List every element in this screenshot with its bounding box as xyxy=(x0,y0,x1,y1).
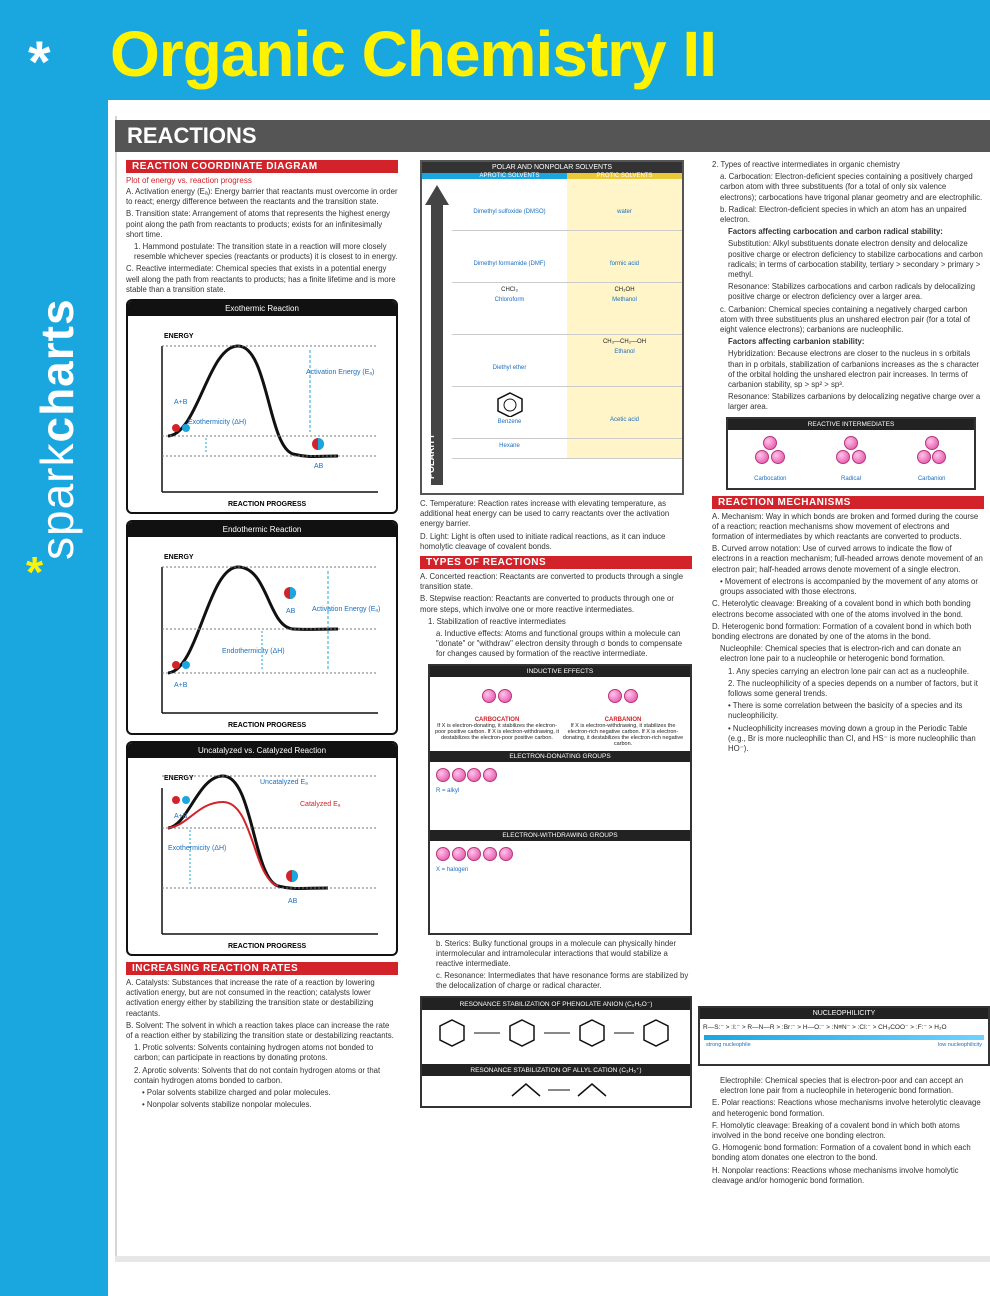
atom-a xyxy=(172,424,180,432)
resonance-1: Resonance: Stabilizes carbocations and carbon radicals by delocalizing positive charge or electron deficiency over a larger area. xyxy=(728,282,976,302)
types-b: B. Stepwise reaction: Reactants are converted to products through one or more steps, which involve one or more reactive intermediates. xyxy=(420,594,674,614)
nuc-strong-label: strong nucleophile xyxy=(706,1042,751,1048)
ri-carbanion: Carbanion xyxy=(891,436,972,482)
solvents-table xyxy=(420,160,684,495)
energy-curve xyxy=(168,346,338,457)
column-1 xyxy=(126,160,398,1112)
product-label: AB xyxy=(314,463,324,471)
types-heading: TYPES OF REACTIONS xyxy=(420,556,692,569)
ri-radical: Radical xyxy=(811,436,892,482)
ewg-body: X = halogen xyxy=(430,841,690,933)
rcd-b1: 1. Hammond postulate: The transition state in a reaction will more closely resemble whichever species (reactants or products) it is closest to in energy. xyxy=(134,242,398,262)
mech-c: C. Heterolytic cleavage: Breaking of a covalent bond in which both bonding electrons become associated with one of the atoms involved in the bond. xyxy=(712,599,971,619)
nuc-series: R—S:⁻ > :I:⁻ > R—N—R > :Br:⁻ > H—O:⁻ > :N≡N⁻ > :Cl:⁻ > CH₃COO⁻ > :F:⁻ > H₂O xyxy=(703,1024,947,1031)
temp-text: C. Temperature: Reaction rates increase with elevating temperature, as additional heat energy can be used to carry reactants over the activation energy barrier. xyxy=(420,499,670,529)
benzene-icon xyxy=(495,391,525,417)
polar-reactions: E. Polar reactions: Reactions whose mechanisms involve heterolytic cleavage and heterogenic bond formation. xyxy=(712,1098,981,1118)
nuc-weak-label: low nucleophilicity xyxy=(937,1042,982,1048)
x-axis-label: REACTION PROGRESS xyxy=(228,722,307,730)
int-2a: a. Carbocation: Electron-deficient species containing a positively charged carbon atom with three substituents (for a total of only six valence electrons); carbocations have trigonal planar geometry and are electrophilic. xyxy=(720,172,983,202)
inductive-heading: INDUCTIVE EFFECTS xyxy=(430,666,690,677)
enthalpy-label: Exothermicity (ΔH) xyxy=(168,845,227,853)
catalyzed-plot xyxy=(128,758,396,954)
activation-label: Activation Energy (Eₐ) xyxy=(306,369,375,377)
protic-formic: formic acid xyxy=(567,231,682,283)
activation-label: Activation Energy (Eₐ) xyxy=(312,606,381,614)
x-axis-label: REACTION PROGRESS xyxy=(228,943,307,951)
resonance-2: Resonance: Stabilizes carbanions by delocalizing negative charge over a larger area. xyxy=(728,392,981,412)
protic-water: water xyxy=(567,179,682,231)
section-title: REACTIONS xyxy=(115,120,990,152)
mech-a: A. Mechanism: Way in which bonds are broken and formed during the course of a reaction; reaction mechanisms show movement of electrons and formation of intermediates by which reactants are converted to products. xyxy=(712,511,979,542)
int-2: 2. Types of reactive intermediates in organic chemistry xyxy=(712,160,900,169)
int-2b: b. Radical: Electron-deficient species in which an atom has an unpaired electron. xyxy=(720,204,967,225)
protic-ethanol: CH₃—CH₂—OH Ethanol xyxy=(567,335,682,387)
energy-curve xyxy=(168,567,338,673)
endothermic-title: Endothermic Reaction xyxy=(128,522,396,537)
mech-heading: REACTION MECHANISMS xyxy=(712,496,984,509)
nucleophile-1: 1. Any species carrying an electron lone pair can act as a nucleophile. xyxy=(728,666,969,676)
nuc-heading: NUCLEOPHILICITY xyxy=(700,1008,988,1019)
aprotic-ether: Diethyl ether xyxy=(452,335,567,387)
energy-label: ENERGY xyxy=(164,333,194,341)
x-axis-label: REACTION PROGRESS xyxy=(228,501,307,509)
mech-d: D. Heterogenic bond formation: Formation of a covalent bond in which both bonding electrons are donated by one of the atoms in the bond. xyxy=(712,621,972,641)
product-label: AB xyxy=(286,608,296,616)
enthalpy-label: Exothermicity (ΔH) xyxy=(188,419,247,427)
phenolate-heading: RESONANCE STABILIZATION OF PHENOLATE ANION (C₆H₅O⁻) xyxy=(422,998,690,1010)
substitution: Substitution: Alkyl substituents donate electron density and delocalize positive charge or electron deficiency to stabilize carbocations and carbon radicals; in terms of carbocation stability, tertiary > secondary > primary > methyl. xyxy=(728,239,983,280)
inductive-effects-box xyxy=(428,664,692,935)
card-shadow xyxy=(115,1256,990,1262)
rates-b1: 1. Protic solvents: Solvents containing hydrogen atoms not bonded to carbon; can participate in reactions by donating protons. xyxy=(134,1043,374,1063)
exothermic-diagram xyxy=(126,299,398,514)
homogenic: G. Homogenic bond formation: Formation of a covalent bond in which each bonding atom donates one electron to the bond. xyxy=(712,1143,971,1163)
catalyzed-diagram xyxy=(126,741,398,956)
rcd-heading: REACTION COORDINATE DIAGRAM xyxy=(126,160,398,173)
allyl-heading: RESONANCE STABILIZATION OF ALLYL CATION (C₃H₅⁺) xyxy=(422,1064,690,1076)
protic-acetic: Acetic acid xyxy=(567,387,682,439)
aprotic-dmso: Dimethyl sulfoxide (DMSO) xyxy=(452,179,567,231)
energy-label: ENERGY xyxy=(164,775,194,783)
nucleophile: Nucleophile: Chemical species that is electron-rich and can donate an electron lone pair to a nucleophile or heterogenic bond formation. xyxy=(720,644,961,664)
product-label: AB xyxy=(288,898,298,906)
vertical-brand xyxy=(30,298,84,560)
ri-heading: REACTIVE INTERMEDIATES xyxy=(728,419,974,430)
aprotic-hexane: Hexane xyxy=(452,439,567,459)
rcd-subheading: Plot of energy vs. reaction progress xyxy=(126,176,252,185)
solvents-heading: POLAR AND NONPOLAR SOLVENTS xyxy=(422,162,682,173)
hybridization: Hybridization: Because electrons are closer to the nucleus in s orbitals than in p orbitals, stabilization of carbanions increases as the s character of the orbital holding the unshared electron pair increases. In terms of carbanion stability, sp > sp² > sp³. xyxy=(728,349,979,390)
edg-heading: ELECTRON-DONATING GROUPS xyxy=(430,751,690,762)
factors-1: Factors affecting carbocation and carbon radical stability: xyxy=(728,227,943,237)
carbocation-effect: CARBOCATION If X is electron-donating, it stabilizes the electron-poor positive carbon. If X is electron-withdrawing, it destabilizes the electron-poor positive carbon. xyxy=(434,681,560,747)
allyl-resonance xyxy=(422,1076,686,1104)
nucleophile-2: 2. The nucleophilicity of a species depends on a number of factors, but it follows some general trends. xyxy=(728,678,978,698)
polarity-arrow xyxy=(422,179,452,493)
uncatalyzed-label: Uncatalyzed Eₐ xyxy=(260,779,308,787)
brand-star-icon: * xyxy=(26,548,44,597)
catalyzed-label: Catalyzed Eₐ xyxy=(300,801,341,809)
page-title: Organic Chemistry II xyxy=(110,18,716,90)
rates-b2b: • Nonpolar solvents stabilize nonpolar molecules. xyxy=(142,1100,312,1110)
enthalpy-label: Endothermicity (ΔH) xyxy=(222,648,285,656)
rates-b2: 2. Aprotic solvents: Solvents that do not contain hydrogen atoms or that contain hydrogen atoms bonded to carbon. xyxy=(134,1065,381,1085)
electrophile: Electrophile: Chemical species that is electron-poor and can accept an electron lone pair from a nucleophile in heterogenic bond formation. xyxy=(720,1076,964,1096)
uncatalyzed-curve xyxy=(168,776,328,889)
rates-heading: INCREASING REACTION RATES xyxy=(126,962,398,975)
solvents-body xyxy=(422,179,682,493)
aprotic-column xyxy=(452,179,567,493)
energy-label: ENERGY xyxy=(164,554,194,562)
nonpolar-reactions: H. Nonpolar reactions: Reactions whose mechanisms involve homolytic cleavage and/or homogenic bond formation. xyxy=(712,1165,959,1185)
types-a: A. Concerted reaction: Reactants are converted to products through a single transition state. xyxy=(420,572,684,592)
reactant-label: A+B xyxy=(174,682,188,690)
aprotic-benzene: Benzene xyxy=(452,387,567,439)
endothermic-diagram xyxy=(126,520,398,735)
phenolate-resonance xyxy=(422,1010,686,1062)
reactive-intermediates-box xyxy=(726,417,976,490)
types-b1: 1. Stabilization of reactive intermediates xyxy=(428,616,566,626)
protic-methanol: CH₃OH Methanol xyxy=(567,283,682,335)
aprotic-dmf: Dimethyl formamide (DMF) xyxy=(452,231,567,283)
light-text: D. Light: Light is often used to initiate radical reactions, as it can induce homolytic cleavage of covalent bonds. xyxy=(420,531,666,551)
types-b1c: c. Resonance: Intermediates that have resonance forms are stabilized by the delocalization of charge or radical character. xyxy=(436,971,689,991)
int-2c: c. Carbanion: Chemical species containing a negatively charged carbon atom with three substituents plus an unshared electron pair (for a total of eight valence electrons); carbanions are nucleophilic. xyxy=(720,304,971,335)
exothermic-title: Exothermic Reaction xyxy=(128,301,396,316)
nucleophile-2b: • Nucleophilicity increases moving down a group in the Periodic Table (e.g., Br is more nucleophilic than Cl, and HS⁻ is more nucleophilic than HO⁻). xyxy=(728,723,976,753)
protic-heading: PROTIC SOLVENTS xyxy=(567,173,682,179)
endothermic-plot xyxy=(128,537,396,733)
brand-suffix: charts xyxy=(31,298,83,443)
homolytic: F. Homolytic cleavage: Breaking of a covalent bond in which both atoms involved in the bond receive one bonding electron. xyxy=(712,1120,960,1141)
mech-b1: • Movement of electrons is accompanied by the movement of any atoms or groups associated with those electrons. xyxy=(720,576,978,597)
left-banner xyxy=(0,0,108,1296)
nucleophilicity-scale xyxy=(698,1006,990,1066)
ewg-heading: ELECTRON-WITHDRAWING GROUPS xyxy=(430,830,690,841)
rcd-c: C. Reactive intermediate: Chemical species that exists in a potential energy well along the path from reactants to products; has a finite lifetime and is more stable than a transition state. xyxy=(126,264,396,294)
types-b1b: b. Sterics: Bulky functional groups in a molecule can physically hinder intermolecular and intramolecular interactions that would stabilize a reactive intermediate. xyxy=(436,938,677,969)
rates-b: B. Solvent: The solvent in which a reaction takes place can increase the rate of a reaction either by stabilizing the transition state or destabilizing reactants. xyxy=(126,1020,394,1041)
column-3-bottom xyxy=(712,1076,984,1188)
aprotic-heading: APROTIC SOLVENTS xyxy=(479,173,540,179)
factors-2: Factors affecting carbanion stability: xyxy=(728,337,865,347)
column-2 xyxy=(420,160,692,1112)
exothermic-plot xyxy=(128,316,396,512)
edg-body: R = alkyl xyxy=(430,762,690,830)
catalyzed-title: Uncatalyzed vs. Catalyzed Reaction xyxy=(128,743,396,758)
mech-b: B. Curved arrow notation: Use of curved arrows to indicate the flow of electrons in a reaction mechanism; full-headed arrows denote movement of an electron pair; half-headed arrows denote movement of a single electron. xyxy=(712,544,983,574)
column-3 xyxy=(712,160,984,756)
nucleophile-2a: • There is some correlation between the basicity of a species and its nucleophilicity. xyxy=(728,701,963,721)
rates-a: A. Catalysts: Substances that increase the rate of a reaction by lowering activation energy, but are not consumed in the reaction; catalysts lower activation energy either by stabilizing the transition state or destabilizing reactants. xyxy=(126,978,375,1018)
brand-prefix: spark xyxy=(31,442,83,560)
polarity-label: POLARITY xyxy=(426,433,436,479)
aprotic-chloroform: CHCl₃ Chloroform xyxy=(452,283,567,335)
carbanion-effect: CARBANION If X is electron-withdrawing, it stabilizes the electron-rich negative carbon. If X is electron-donating, it destabilizes the electron-rich negative carbon. xyxy=(560,681,686,747)
resonance-box xyxy=(420,996,692,1108)
asterisk-logo-icon: * xyxy=(28,30,51,95)
reactant-label: A+B xyxy=(174,813,188,821)
types-b1a: a. Inductive effects: Atoms and functional groups within a molecule can "donate" or "withdraw" electron density through σ bonds to compensate for changes caused by formation of the reactive intermediate. xyxy=(436,629,683,659)
protic-column xyxy=(567,179,682,493)
reactant-label: A+B xyxy=(174,399,188,407)
rates-b2a: • Polar solvents stabilize charged and polar molecules. xyxy=(142,1088,331,1098)
rcd-a: A. Activation energy (Eₐ): Energy barrier that reactants must overcome in order to react; energy difference between the reactants and the transition state. xyxy=(126,187,398,207)
rcd-b: B. Transition state: Arrangement of atoms that represents the highest energy point along the path from reactants to products; exists for an infinitesimally short time. xyxy=(126,209,390,239)
ri-carbocation: Carbocation xyxy=(730,436,811,482)
